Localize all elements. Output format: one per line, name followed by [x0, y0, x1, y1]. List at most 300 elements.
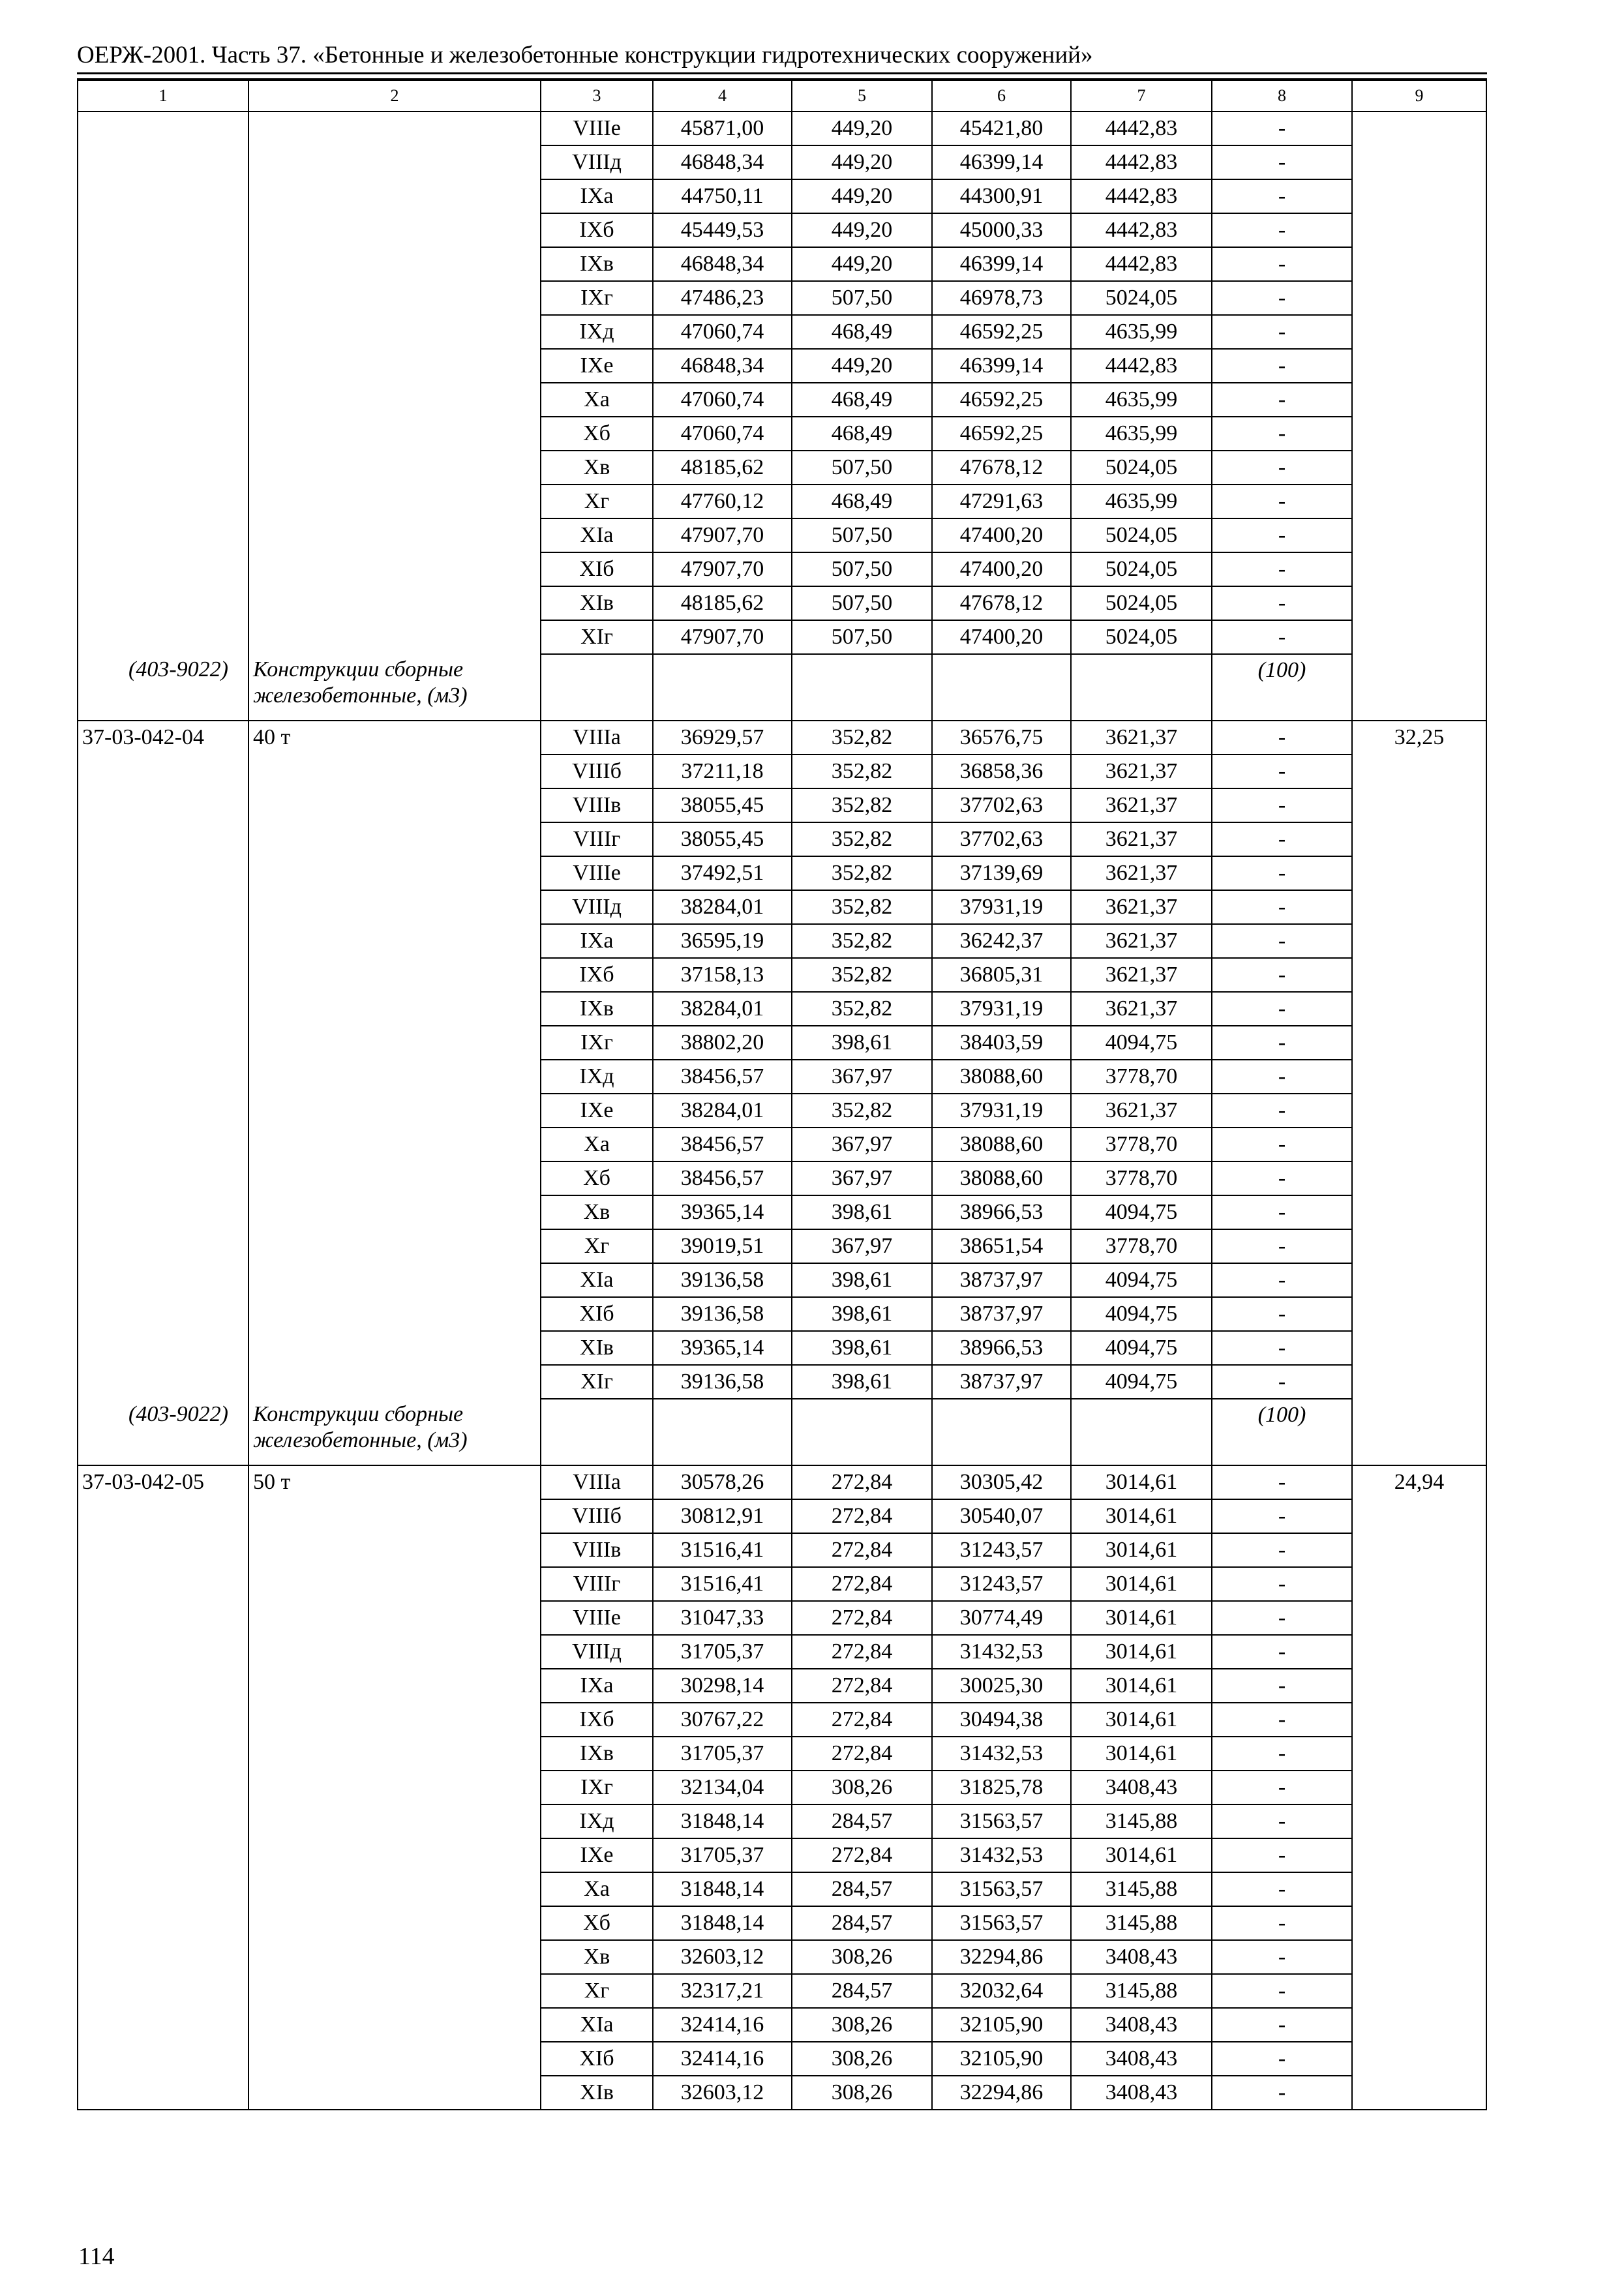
materials-cell: - [1212, 1567, 1352, 1601]
zone-cell: Xв [541, 451, 653, 485]
wages-cell: 398,61 [792, 1195, 932, 1229]
total-cost-cell: 38055,45 [653, 788, 792, 822]
zone-cell: IXг [541, 1026, 653, 1060]
item-name [248, 1026, 541, 1060]
labor-cell [1352, 755, 1486, 788]
wages-cell: 272,84 [792, 1669, 932, 1703]
item-name [248, 1195, 541, 1229]
wages-cell: 398,61 [792, 1026, 932, 1060]
drivers-wages-cell: 5024,05 [1071, 451, 1212, 485]
item-name [248, 315, 541, 349]
wages-cell: 352,82 [792, 788, 932, 822]
wages-cell: 308,26 [792, 1940, 932, 1974]
machinery-cell: 31563,57 [932, 1872, 1071, 1906]
machinery-cell: 37702,63 [932, 788, 1071, 822]
item-code [78, 1026, 248, 1060]
item-name [248, 213, 541, 247]
total-cost-cell: 44750,11 [653, 179, 792, 213]
machinery-cell: 46592,25 [932, 417, 1071, 451]
item-name [248, 1060, 541, 1094]
item-name [248, 1737, 541, 1771]
drivers-wages-cell: 3014,61 [1071, 1533, 1212, 1567]
table-row [78, 1499, 1486, 1533]
empty-cell [932, 654, 1071, 721]
table-row [78, 958, 1486, 992]
materials-cell: - [1212, 1906, 1352, 1940]
table-row [78, 1974, 1486, 2008]
table-row [78, 1094, 1486, 1128]
materials-cell: - [1212, 1533, 1352, 1567]
labor-cell [1352, 2076, 1486, 2110]
wages-cell: 352,82 [792, 992, 932, 1026]
total-cost-cell: 47060,74 [653, 315, 792, 349]
wages-cell: 352,82 [792, 822, 932, 856]
zone-cell: XIб [541, 1297, 653, 1331]
total-cost-cell: 30298,14 [653, 1669, 792, 1703]
labor-cell [1352, 1094, 1486, 1128]
item-name [248, 145, 541, 179]
total-cost-cell: 38284,01 [653, 890, 792, 924]
item-code [78, 179, 248, 213]
labor-cell [1352, 890, 1486, 924]
document-header: ОЕРЖ-2001. Часть 37. «Бетонные и железобетонные конструкции гидротехнических сооружений» [77, 42, 1093, 68]
machinery-cell: 44300,91 [932, 179, 1071, 213]
item-code [78, 1161, 248, 1195]
wages-cell: 398,61 [792, 1331, 932, 1365]
zone-cell: XIг [541, 620, 653, 654]
zone-cell: XIв [541, 1331, 653, 1365]
labor-cell [1352, 349, 1486, 383]
item-name [248, 1128, 541, 1161]
zone-cell: IXб [541, 958, 653, 992]
zone-cell: VIIIб [541, 755, 653, 788]
total-cost-cell: 31047,33 [653, 1601, 792, 1635]
wages-cell: 398,61 [792, 1297, 932, 1331]
zone-cell: VIIIв [541, 1533, 653, 1567]
zone-cell: VIIIа [541, 721, 653, 755]
machinery-cell: 30540,07 [932, 1499, 1071, 1533]
drivers-wages-cell: 4635,99 [1071, 417, 1212, 451]
materials-cell: - [1212, 1669, 1352, 1703]
machinery-cell: 32105,90 [932, 2008, 1071, 2042]
wages-cell: 352,82 [792, 924, 932, 958]
materials-cell: - [1212, 179, 1352, 213]
labor-cell [1352, 281, 1486, 315]
empty-cell [792, 654, 932, 721]
total-cost-cell: 37492,51 [653, 856, 792, 890]
item-code [78, 890, 248, 924]
machinery-cell: 46978,73 [932, 281, 1071, 315]
zone-cell: XIг [541, 1365, 653, 1399]
item-name [248, 1940, 541, 1974]
drivers-wages-cell: 3014,61 [1071, 1737, 1212, 1771]
zone-cell: XIа [541, 1263, 653, 1297]
drivers-wages-cell: 4094,75 [1071, 1263, 1212, 1297]
wages-cell: 272,84 [792, 1838, 932, 1872]
labor-cell [1352, 1128, 1486, 1161]
item-code [78, 788, 248, 822]
total-cost-cell: 39365,14 [653, 1195, 792, 1229]
item-code [78, 213, 248, 247]
labor-cell [1352, 1872, 1486, 1906]
drivers-wages-cell: 4442,83 [1071, 112, 1212, 145]
machinery-cell: 31563,57 [932, 1906, 1071, 1940]
item-code [78, 2076, 248, 2110]
table-row [78, 1331, 1486, 1365]
zone-cell: IXе [541, 349, 653, 383]
drivers-wages-cell: 3778,70 [1071, 1128, 1212, 1161]
item-code [78, 281, 248, 315]
labor-cell [1352, 620, 1486, 654]
labor-cell [1352, 1804, 1486, 1838]
item-name [248, 1567, 541, 1601]
total-cost-cell: 32603,12 [653, 2076, 792, 2110]
wages-cell: 449,20 [792, 213, 932, 247]
item-code [78, 924, 248, 958]
labor-cell [1352, 1940, 1486, 1974]
labor-cell [1352, 1365, 1486, 1399]
item-code [78, 958, 248, 992]
item-code [78, 2008, 248, 2042]
drivers-wages-cell: 3014,61 [1071, 1567, 1212, 1601]
table-row [78, 451, 1486, 485]
machinery-cell: 37931,19 [932, 992, 1071, 1026]
total-cost-cell: 39136,58 [653, 1365, 792, 1399]
labor-cell [1352, 485, 1486, 518]
materials-cell: - [1212, 1703, 1352, 1737]
table-row [78, 1804, 1486, 1838]
table-row [78, 315, 1486, 349]
item-code [78, 417, 248, 451]
total-cost-cell: 39365,14 [653, 1331, 792, 1365]
item-name [248, 112, 541, 145]
materials-cell: - [1212, 1365, 1352, 1399]
item-name: 50 т [248, 1465, 541, 1499]
item-name [248, 1263, 541, 1297]
total-cost-cell: 47060,74 [653, 383, 792, 417]
item-code [78, 755, 248, 788]
zone-cell: IXд [541, 315, 653, 349]
item-code [78, 1940, 248, 1974]
total-cost-cell: 31705,37 [653, 1737, 792, 1771]
zone-cell: Xг [541, 1229, 653, 1263]
table-row [78, 721, 1486, 755]
zone-cell: IXв [541, 247, 653, 281]
machinery-cell: 31432,53 [932, 1635, 1071, 1669]
item-code [78, 1703, 248, 1737]
item-name [248, 1094, 541, 1128]
wages-cell: 468,49 [792, 315, 932, 349]
wages-cell: 272,84 [792, 1499, 932, 1533]
item-name [248, 586, 541, 620]
item-code [78, 112, 248, 145]
materials-cell: - [1212, 822, 1352, 856]
drivers-wages-cell: 4635,99 [1071, 315, 1212, 349]
resource-quantity: (100) [1212, 654, 1352, 721]
labor-cell [1352, 112, 1486, 145]
machinery-cell: 46592,25 [932, 315, 1071, 349]
wages-cell: 367,97 [792, 1060, 932, 1094]
machinery-cell: 38737,97 [932, 1365, 1071, 1399]
total-cost-cell: 31848,14 [653, 1906, 792, 1940]
price-table [77, 80, 1487, 2110]
item-code [78, 1804, 248, 1838]
item-name [248, 1872, 541, 1906]
wages-cell: 272,84 [792, 1703, 932, 1737]
resource-note-row [78, 1399, 1486, 1465]
item-code [78, 1229, 248, 1263]
item-name [248, 2076, 541, 2110]
table-row [78, 1906, 1486, 1940]
table-row [78, 552, 1486, 586]
column-number: 6 [932, 80, 1071, 112]
machinery-cell: 32294,86 [932, 1940, 1071, 1974]
machinery-cell: 47678,12 [932, 451, 1071, 485]
table-row [78, 1229, 1486, 1263]
table-row [78, 1161, 1486, 1195]
empty-cell [541, 1399, 653, 1465]
item-name [248, 1499, 541, 1533]
labor-cell [1352, 247, 1486, 281]
table-row [78, 1669, 1486, 1703]
total-cost-cell: 32134,04 [653, 1771, 792, 1804]
item-code [78, 1094, 248, 1128]
zone-cell: XIв [541, 2076, 653, 2110]
wages-cell: 308,26 [792, 1771, 932, 1804]
column-number: 3 [541, 80, 653, 112]
resource-note-row [78, 654, 1486, 721]
drivers-wages-cell: 3621,37 [1071, 958, 1212, 992]
materials-cell: - [1212, 2008, 1352, 2042]
table-row [78, 1297, 1486, 1331]
zone-cell: IXд [541, 1804, 653, 1838]
machinery-cell: 31432,53 [932, 1737, 1071, 1771]
table-row [78, 417, 1486, 451]
item-name: 40 т [248, 721, 541, 755]
machinery-cell: 47400,20 [932, 518, 1071, 552]
materials-cell: - [1212, 1601, 1352, 1635]
zone-cell: Xа [541, 383, 653, 417]
zone-cell: IXв [541, 1737, 653, 1771]
drivers-wages-cell: 3621,37 [1071, 992, 1212, 1026]
zone-cell: VIIIв [541, 788, 653, 822]
wages-cell: 272,84 [792, 1533, 932, 1567]
labor-cell [1352, 1195, 1486, 1229]
machinery-cell: 38737,97 [932, 1297, 1071, 1331]
labor-cell [1352, 213, 1486, 247]
item-name [248, 552, 541, 586]
wages-cell: 284,57 [792, 1872, 932, 1906]
column-number: 9 [1352, 80, 1486, 112]
total-cost-cell: 47060,74 [653, 417, 792, 451]
total-cost-cell: 46848,34 [653, 145, 792, 179]
total-cost-cell: 38456,57 [653, 1060, 792, 1094]
drivers-wages-cell: 4635,99 [1071, 383, 1212, 417]
table-row [78, 145, 1486, 179]
item-code [78, 1567, 248, 1601]
materials-cell: - [1212, 1635, 1352, 1669]
materials-cell: - [1212, 620, 1352, 654]
materials-cell: - [1212, 145, 1352, 179]
materials-cell: - [1212, 1974, 1352, 2008]
page-number: 114 [78, 2243, 115, 2270]
machinery-cell: 36576,75 [932, 721, 1071, 755]
materials-cell: - [1212, 552, 1352, 586]
item-code [78, 2042, 248, 2076]
zone-cell: IXа [541, 924, 653, 958]
materials-cell: - [1212, 1060, 1352, 1094]
item-code [78, 1533, 248, 1567]
materials-cell: - [1212, 1263, 1352, 1297]
column-number-row [78, 80, 1486, 112]
labor-cell [1352, 2008, 1486, 2042]
materials-cell: - [1212, 518, 1352, 552]
wages-cell: 352,82 [792, 890, 932, 924]
item-code [78, 1365, 248, 1399]
table-row [78, 1703, 1486, 1737]
column-number: 7 [1071, 80, 1212, 112]
drivers-wages-cell: 3621,37 [1071, 856, 1212, 890]
item-name [248, 417, 541, 451]
zone-cell: IXб [541, 213, 653, 247]
wages-cell: 272,84 [792, 1635, 932, 1669]
total-cost-cell: 38802,20 [653, 1026, 792, 1060]
item-name [248, 1297, 541, 1331]
total-cost-cell: 38456,57 [653, 1161, 792, 1195]
zone-cell: VIIIг [541, 1567, 653, 1601]
table-row [78, 992, 1486, 1026]
materials-cell: - [1212, 924, 1352, 958]
resource-quantity: (100) [1212, 1399, 1352, 1465]
zone-cell: XIв [541, 586, 653, 620]
table-row [78, 349, 1486, 383]
drivers-wages-cell: 3014,61 [1071, 1703, 1212, 1737]
labor-cell [1352, 958, 1486, 992]
item-code [78, 518, 248, 552]
drivers-wages-cell: 3408,43 [1071, 1771, 1212, 1804]
wages-cell: 284,57 [792, 1804, 932, 1838]
wages-cell: 507,50 [792, 620, 932, 654]
drivers-wages-cell: 3621,37 [1071, 788, 1212, 822]
wages-cell: 367,97 [792, 1229, 932, 1263]
materials-cell: - [1212, 485, 1352, 518]
labor-cell [1352, 1161, 1486, 1195]
item-code [78, 1771, 248, 1804]
labor-cell [1352, 1263, 1486, 1297]
drivers-wages-cell: 3014,61 [1071, 1669, 1212, 1703]
item-code [78, 822, 248, 856]
total-cost-cell: 47760,12 [653, 485, 792, 518]
wages-cell: 398,61 [792, 1263, 932, 1297]
total-cost-cell: 31705,37 [653, 1838, 792, 1872]
zone-cell: XIа [541, 518, 653, 552]
machinery-cell: 31243,57 [932, 1567, 1071, 1601]
machinery-cell: 38651,54 [932, 1229, 1071, 1263]
total-cost-cell: 37158,13 [653, 958, 792, 992]
table-row [78, 1567, 1486, 1601]
item-code [78, 145, 248, 179]
item-name [248, 1331, 541, 1365]
item-code [78, 485, 248, 518]
labor-cell [1352, 417, 1486, 451]
table-row [78, 485, 1486, 518]
materials-cell: - [1212, 315, 1352, 349]
empty-cell [792, 1399, 932, 1465]
item-code [78, 349, 248, 383]
item-name [248, 281, 541, 315]
machinery-cell: 47678,12 [932, 586, 1071, 620]
total-cost-cell: 30812,91 [653, 1499, 792, 1533]
labor-cell [1352, 1838, 1486, 1872]
labor-cell [1352, 1906, 1486, 1940]
wages-cell: 272,84 [792, 1737, 932, 1771]
table-row [78, 1465, 1486, 1499]
machinery-cell: 38088,60 [932, 1161, 1071, 1195]
wages-cell: 468,49 [792, 383, 932, 417]
total-cost-cell: 36595,19 [653, 924, 792, 958]
zone-cell: Xг [541, 485, 653, 518]
machinery-cell: 36858,36 [932, 755, 1071, 788]
wages-cell: 507,50 [792, 552, 932, 586]
table-row [78, 620, 1486, 654]
materials-cell: - [1212, 112, 1352, 145]
labor-cell [1352, 179, 1486, 213]
item-code [78, 1601, 248, 1635]
labor-cell [1352, 2042, 1486, 2076]
labor-cell: 24,94 [1352, 1465, 1486, 1499]
total-cost-cell: 47486,23 [653, 281, 792, 315]
machinery-cell: 45000,33 [932, 213, 1071, 247]
item-name [248, 1161, 541, 1195]
materials-cell: - [1212, 721, 1352, 755]
materials-cell: - [1212, 2042, 1352, 2076]
item-name [248, 1974, 541, 2008]
item-name [248, 349, 541, 383]
empty-cell [1071, 1399, 1212, 1465]
table-row [78, 518, 1486, 552]
item-name [248, 755, 541, 788]
table-row [78, 1838, 1486, 1872]
labor-cell [1352, 1331, 1486, 1365]
wages-cell: 507,50 [792, 281, 932, 315]
materials-cell: - [1212, 1026, 1352, 1060]
wages-cell: 468,49 [792, 485, 932, 518]
table-row [78, 112, 1486, 145]
empty-cell [1071, 654, 1212, 721]
machinery-cell: 36805,31 [932, 958, 1071, 992]
item-code: 37-03-042-04 [78, 721, 248, 755]
item-code [78, 992, 248, 1026]
item-code [78, 1297, 248, 1331]
materials-cell: - [1212, 1940, 1352, 1974]
zone-cell: VIIIе [541, 856, 653, 890]
wages-cell: 352,82 [792, 958, 932, 992]
labor-cell [1352, 552, 1486, 586]
resource-code: (403-9022) [78, 654, 248, 721]
total-cost-cell: 39136,58 [653, 1297, 792, 1331]
machinery-cell: 31563,57 [932, 1804, 1071, 1838]
wages-cell: 507,50 [792, 586, 932, 620]
materials-cell: - [1212, 992, 1352, 1026]
labor-cell: 32,25 [1352, 721, 1486, 755]
item-code [78, 1635, 248, 1669]
total-cost-cell: 39136,58 [653, 1263, 792, 1297]
zone-cell: VIIIд [541, 890, 653, 924]
wages-cell: 468,49 [792, 417, 932, 451]
item-code [78, 1906, 248, 1940]
machinery-cell: 36242,37 [932, 924, 1071, 958]
labor-cell [1352, 451, 1486, 485]
